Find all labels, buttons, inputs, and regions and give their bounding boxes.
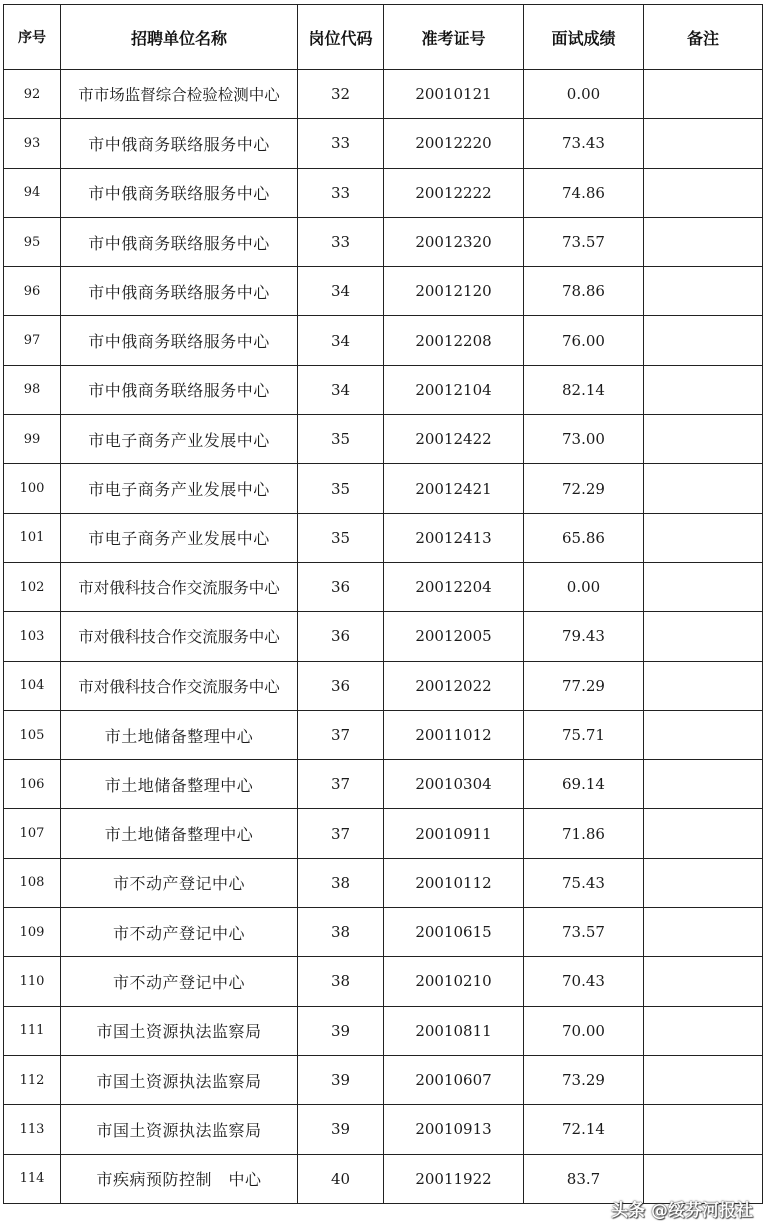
- cell-ticket-no: 20012120: [384, 267, 524, 316]
- cell-seq: 101: [4, 513, 61, 562]
- cell-score: 0.00: [524, 562, 644, 611]
- cell-seq: 112: [4, 1055, 61, 1104]
- cell-seq: 105: [4, 710, 61, 759]
- cell-seq: 106: [4, 760, 61, 809]
- cell-score: 82.14: [524, 365, 644, 414]
- cell-seq: 103: [4, 612, 61, 661]
- table-row: [4, 70, 763, 119]
- cell-seq: 113: [4, 1105, 61, 1154]
- cell-score: 70.43: [524, 957, 644, 1006]
- table-header-row: [4, 5, 763, 70]
- cell-remark: [644, 513, 763, 562]
- cell-unit: 市土地储备整理中心: [61, 760, 298, 809]
- cell-score: 65.86: [524, 513, 644, 562]
- cell-remark: [644, 267, 763, 316]
- cell-unit: 市电子商务产业发展中心: [61, 415, 298, 464]
- cell-seq: 111: [4, 1006, 61, 1055]
- cell-score: 78.86: [524, 267, 644, 316]
- cell-unit: 市不动产登记中心: [61, 908, 298, 957]
- cell-score: 73.00: [524, 415, 644, 464]
- cell-remark: [644, 168, 763, 217]
- cell-post-code: 39: [298, 1006, 384, 1055]
- cell-post-code: 34: [298, 316, 384, 365]
- cell-unit: 市国土资源执法监察局: [61, 1105, 298, 1154]
- cell-seq: 110: [4, 957, 61, 1006]
- cell-remark: [644, 316, 763, 365]
- cell-post-code: 40: [298, 1154, 384, 1203]
- cell-remark: [644, 365, 763, 414]
- table-row: [4, 562, 763, 611]
- table-row: [4, 464, 763, 513]
- cell-post-code: 33: [298, 119, 384, 168]
- cell-post-code: 38: [298, 858, 384, 907]
- cell-score: 70.00: [524, 1006, 644, 1055]
- cell-seq: 107: [4, 809, 61, 858]
- cell-ticket-no: 20012413: [384, 513, 524, 562]
- cell-post-code: 32: [298, 70, 384, 119]
- cell-score: 71.86: [524, 809, 644, 858]
- header-remark: 备注: [644, 5, 763, 70]
- cell-unit: 市中俄商务联络服务中心: [61, 119, 298, 168]
- cell-score: 0.00: [524, 70, 644, 119]
- table-row: [4, 1006, 763, 1055]
- cell-post-code: 37: [298, 809, 384, 858]
- cell-seq: 102: [4, 562, 61, 611]
- header-score: 面试成绩: [524, 5, 644, 70]
- table-row: [4, 513, 763, 562]
- header-unit: 招聘单位名称: [61, 5, 298, 70]
- cell-seq: 98: [4, 365, 61, 414]
- table-row: [4, 365, 763, 414]
- cell-ticket-no: 20012204: [384, 562, 524, 611]
- cell-unit: 市土地储备整理中心: [61, 809, 298, 858]
- table-body: [4, 70, 763, 1204]
- cell-remark: [644, 612, 763, 661]
- cell-post-code: 37: [298, 710, 384, 759]
- table-row: [4, 760, 763, 809]
- interview-score-table: [3, 4, 763, 1204]
- cell-post-code: 36: [298, 661, 384, 710]
- cell-ticket-no: 20010911: [384, 809, 524, 858]
- cell-remark: [644, 858, 763, 907]
- cell-seq: 114: [4, 1154, 61, 1203]
- cell-post-code: 37: [298, 760, 384, 809]
- cell-score: 73.43: [524, 119, 644, 168]
- cell-post-code: 39: [298, 1055, 384, 1104]
- cell-ticket-no: 20010112: [384, 858, 524, 907]
- cell-ticket-no: 20012022: [384, 661, 524, 710]
- cell-ticket-no: 20012422: [384, 415, 524, 464]
- cell-post-code: 34: [298, 267, 384, 316]
- watermark: 头条 @绥芬河报社: [611, 1201, 753, 1221]
- cell-unit: 市不动产登记中心: [61, 957, 298, 1006]
- cell-ticket-no: 20011922: [384, 1154, 524, 1203]
- cell-score: 83.7: [524, 1154, 644, 1203]
- cell-ticket-no: 20010304: [384, 760, 524, 809]
- cell-score: 69.14: [524, 760, 644, 809]
- cell-unit: 市土地储备整理中心: [61, 710, 298, 759]
- cell-score: 75.43: [524, 858, 644, 907]
- table-row: [4, 217, 763, 266]
- cell-seq: 104: [4, 661, 61, 710]
- cell-unit: 市市场监督综合检验检测中心: [61, 70, 298, 119]
- cell-seq: 96: [4, 267, 61, 316]
- cell-ticket-no: 20012222: [384, 168, 524, 217]
- cell-score: 77.29: [524, 661, 644, 710]
- cell-post-code: 33: [298, 168, 384, 217]
- cell-ticket-no: 20011012: [384, 710, 524, 759]
- cell-ticket-no: 20012208: [384, 316, 524, 365]
- cell-unit: 市电子商务产业发展中心: [61, 464, 298, 513]
- table-row: [4, 710, 763, 759]
- cell-ticket-no: 20012104: [384, 365, 524, 414]
- cell-remark: [644, 809, 763, 858]
- cell-post-code: 39: [298, 1105, 384, 1154]
- cell-remark: [644, 760, 763, 809]
- cell-post-code: 35: [298, 513, 384, 562]
- cell-post-code: 35: [298, 415, 384, 464]
- cell-score: 75.71: [524, 710, 644, 759]
- cell-ticket-no: 20010210: [384, 957, 524, 1006]
- cell-score: 72.14: [524, 1105, 644, 1154]
- cell-score: 79.43: [524, 612, 644, 661]
- table-row: [4, 168, 763, 217]
- cell-unit: 市疾病预防控制 中心: [61, 1154, 298, 1203]
- cell-seq: 108: [4, 858, 61, 907]
- cell-remark: [644, 1105, 763, 1154]
- cell-unit: 市中俄商务联络服务中心: [61, 267, 298, 316]
- cell-seq: 95: [4, 217, 61, 266]
- cell-unit: 市中俄商务联络服务中心: [61, 217, 298, 266]
- cell-remark: [644, 562, 763, 611]
- table-row: [4, 316, 763, 365]
- cell-score: 76.00: [524, 316, 644, 365]
- cell-post-code: 35: [298, 464, 384, 513]
- table-row: [4, 1105, 763, 1154]
- cell-remark: [644, 710, 763, 759]
- cell-unit: 市中俄商务联络服务中心: [61, 316, 298, 365]
- cell-post-code: 34: [298, 365, 384, 414]
- cell-remark: [644, 1055, 763, 1104]
- cell-remark: [644, 661, 763, 710]
- cell-seq: 93: [4, 119, 61, 168]
- header-post-code: 岗位代码: [298, 5, 384, 70]
- cell-unit: 市不动产登记中心: [61, 858, 298, 907]
- cell-remark: [644, 119, 763, 168]
- table-row: [4, 1055, 763, 1104]
- table-row: [4, 612, 763, 661]
- cell-ticket-no: 20010811: [384, 1006, 524, 1055]
- cell-unit: 市国土资源执法监察局: [61, 1055, 298, 1104]
- cell-ticket-no: 20012005: [384, 612, 524, 661]
- table-row: [4, 267, 763, 316]
- cell-remark: [644, 908, 763, 957]
- cell-ticket-no: 20010121: [384, 70, 524, 119]
- cell-seq: 99: [4, 415, 61, 464]
- cell-post-code: 36: [298, 612, 384, 661]
- cell-post-code: 36: [298, 562, 384, 611]
- cell-post-code: 33: [298, 217, 384, 266]
- header-ticket-no: 准考证号: [384, 5, 524, 70]
- cell-ticket-no: 20010913: [384, 1105, 524, 1154]
- cell-score: 73.57: [524, 217, 644, 266]
- cell-ticket-no: 20012421: [384, 464, 524, 513]
- table-row: [4, 908, 763, 957]
- cell-score: 74.86: [524, 168, 644, 217]
- cell-unit: 市对俄科技合作交流服务中心: [61, 562, 298, 611]
- cell-score: 73.29: [524, 1055, 644, 1104]
- cell-seq: 97: [4, 316, 61, 365]
- table-row: [4, 661, 763, 710]
- cell-ticket-no: 20012320: [384, 217, 524, 266]
- table-row: [4, 957, 763, 1006]
- cell-ticket-no: 20010607: [384, 1055, 524, 1104]
- cell-seq: 100: [4, 464, 61, 513]
- cell-remark: [644, 415, 763, 464]
- cell-post-code: 38: [298, 957, 384, 1006]
- cell-unit: 市中俄商务联络服务中心: [61, 168, 298, 217]
- cell-score: 73.57: [524, 908, 644, 957]
- header-seq: 序号: [4, 5, 61, 70]
- cell-ticket-no: 20012220: [384, 119, 524, 168]
- cell-seq: 94: [4, 168, 61, 217]
- cell-remark: [644, 217, 763, 266]
- cell-score: 72.29: [524, 464, 644, 513]
- cell-post-code: 38: [298, 908, 384, 957]
- table-row: [4, 809, 763, 858]
- cell-remark: [644, 1006, 763, 1055]
- cell-unit: 市国土资源执法监察局: [61, 1006, 298, 1055]
- table-row: [4, 119, 763, 168]
- table-row: [4, 858, 763, 907]
- cell-remark: [644, 464, 763, 513]
- cell-unit: 市中俄商务联络服务中心: [61, 365, 298, 414]
- cell-unit: 市电子商务产业发展中心: [61, 513, 298, 562]
- cell-remark: [644, 70, 763, 119]
- table-row: [4, 415, 763, 464]
- cell-ticket-no: 20010615: [384, 908, 524, 957]
- cell-unit: 市对俄科技合作交流服务中心: [61, 612, 298, 661]
- cell-remark: [644, 957, 763, 1006]
- cell-unit: 市对俄科技合作交流服务中心: [61, 661, 298, 710]
- cell-seq: 109: [4, 908, 61, 957]
- cell-seq: 92: [4, 70, 61, 119]
